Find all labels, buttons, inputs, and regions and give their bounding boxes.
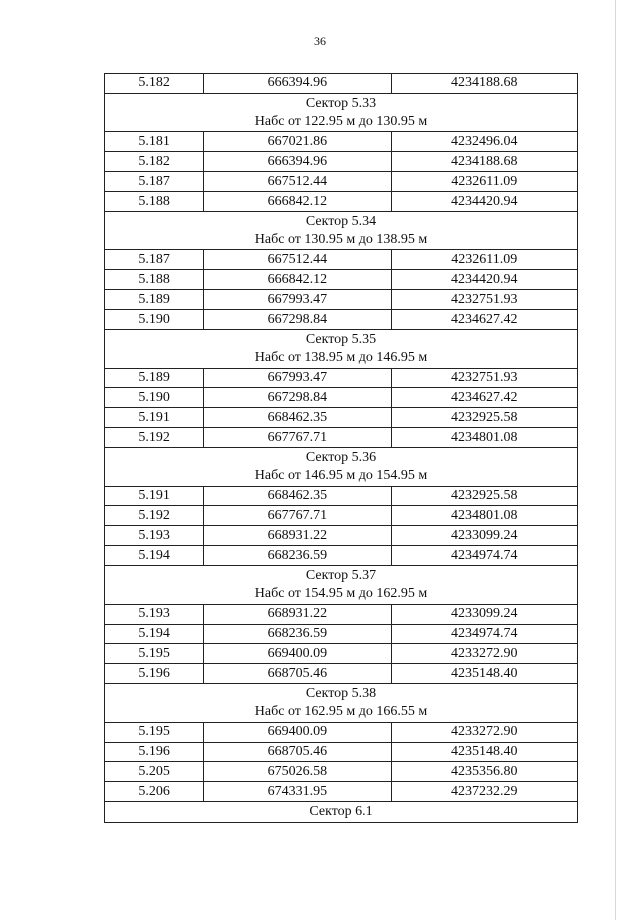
point-number-cell: 5.196 <box>105 742 204 762</box>
y-coordinate-cell: 4233272.90 <box>391 644 577 664</box>
x-coordinate-cell: 667767.71 <box>204 506 391 526</box>
table-row <box>105 624 578 644</box>
y-coordinate-cell: 4232611.09 <box>391 172 577 192</box>
x-coordinate-cell: 669400.09 <box>204 644 391 664</box>
y-coordinate-cell: 4235356.80 <box>391 762 577 782</box>
x-coordinate-cell: 675026.58 <box>204 762 391 782</box>
sector-title: Сектор 5.34 <box>305 213 377 229</box>
sector-header-cell <box>105 448 578 487</box>
table-row <box>105 782 578 802</box>
sector-header-cell <box>105 93 578 132</box>
y-coordinate-cell: 4234974.74 <box>391 546 577 566</box>
sector-header-cell <box>105 211 578 250</box>
table-row <box>105 172 578 192</box>
point-number-cell: 5.195 <box>105 644 204 664</box>
point-number-cell: 5.194 <box>105 624 204 644</box>
point-number-cell: 5.193 <box>105 604 204 624</box>
scan-edge-line <box>615 0 616 920</box>
table-row <box>105 192 578 212</box>
x-coordinate-cell: 668462.35 <box>204 408 391 428</box>
point-number-cell: 5.191 <box>105 408 204 428</box>
y-coordinate-cell: 4237232.29 <box>391 782 577 802</box>
table-row <box>105 722 578 742</box>
sector-title: Сектор 5.36 <box>305 449 377 465</box>
x-coordinate-cell: 669400.09 <box>204 722 391 742</box>
table-row <box>105 644 578 664</box>
x-coordinate-cell: 667767.71 <box>204 428 391 448</box>
sector-elevation-range: Набс от 122.95 м до 130.95 м <box>254 113 428 129</box>
table-row <box>105 742 578 762</box>
point-number-cell: 5.206 <box>105 782 204 802</box>
y-coordinate-cell: 4232925.58 <box>391 408 577 428</box>
table-row <box>105 152 578 172</box>
x-coordinate-cell: 668705.46 <box>204 664 391 684</box>
point-number-cell: 5.190 <box>105 388 204 408</box>
y-coordinate-cell: 4234188.68 <box>391 152 577 172</box>
table-row <box>105 428 578 448</box>
point-number-cell: 5.181 <box>105 132 204 152</box>
y-coordinate-cell: 4234420.94 <box>391 270 577 290</box>
x-coordinate-cell: 667512.44 <box>204 250 391 270</box>
y-coordinate-cell: 4234974.74 <box>391 624 577 644</box>
x-coordinate-cell: 668462.35 <box>204 486 391 506</box>
sector-header-row <box>105 93 578 132</box>
x-coordinate-cell: 674331.95 <box>204 782 391 802</box>
table-row <box>105 762 578 782</box>
table-row <box>105 408 578 428</box>
point-number-cell: 5.195 <box>105 722 204 742</box>
point-number-cell: 5.182 <box>105 74 204 94</box>
point-number-cell: 5.188 <box>105 192 204 212</box>
x-coordinate-cell: 667298.84 <box>204 310 391 330</box>
point-number-cell: 5.188 <box>105 270 204 290</box>
table-row <box>105 250 578 270</box>
y-coordinate-cell: 4232925.58 <box>391 486 577 506</box>
y-coordinate-cell: 4234627.42 <box>391 310 577 330</box>
table-row <box>105 74 578 94</box>
x-coordinate-cell: 668931.22 <box>204 526 391 546</box>
x-coordinate-cell: 667993.47 <box>204 368 391 388</box>
point-number-cell: 5.189 <box>105 368 204 388</box>
sector-title: Сектор 5.33 <box>305 95 377 111</box>
point-number-cell: 5.196 <box>105 664 204 684</box>
point-number-cell: 5.187 <box>105 250 204 270</box>
sector-header-row <box>105 448 578 487</box>
y-coordinate-cell: 4235148.40 <box>391 664 577 684</box>
sector-title: Сектор 5.38 <box>305 685 377 701</box>
y-coordinate-cell: 4233099.24 <box>391 604 577 624</box>
y-coordinate-cell: 4235148.40 <box>391 742 577 762</box>
coordinates-table-body <box>105 74 578 823</box>
x-coordinate-cell: 668931.22 <box>204 604 391 624</box>
y-coordinate-cell: 4234188.68 <box>391 74 577 94</box>
x-coordinate-cell: 666842.12 <box>204 270 391 290</box>
table-row <box>105 546 578 566</box>
sector-header-row <box>105 684 578 723</box>
x-coordinate-cell: 666842.12 <box>204 192 391 212</box>
y-coordinate-cell: 4233272.90 <box>391 722 577 742</box>
table-row <box>105 310 578 330</box>
point-number-cell: 5.205 <box>105 762 204 782</box>
table-row <box>105 506 578 526</box>
point-number-cell: 5.193 <box>105 526 204 546</box>
point-number-cell: 5.187 <box>105 172 204 192</box>
y-coordinate-cell: 4234420.94 <box>391 192 577 212</box>
y-coordinate-cell: 4233099.24 <box>391 526 577 546</box>
sector-elevation-range: Набс от 146.95 м до 154.95 м <box>254 467 428 483</box>
y-coordinate-cell: 4232751.93 <box>391 290 577 310</box>
sector-header-row <box>105 211 578 250</box>
y-coordinate-cell: 4232751.93 <box>391 368 577 388</box>
point-number-cell: 5.192 <box>105 428 204 448</box>
sector-header-cell <box>105 684 578 723</box>
table-row <box>105 132 578 152</box>
x-coordinate-cell: 667021.86 <box>204 132 391 152</box>
y-coordinate-cell: 4232611.09 <box>391 250 577 270</box>
point-number-cell: 5.190 <box>105 310 204 330</box>
sector-title: Сектор 5.37 <box>305 567 377 583</box>
table-row <box>105 664 578 684</box>
point-number-cell: 5.192 <box>105 506 204 526</box>
x-coordinate-cell: 666394.96 <box>204 152 391 172</box>
x-coordinate-cell: 667298.84 <box>204 388 391 408</box>
table-row <box>105 526 578 546</box>
sector-title: Сектор 5.35 <box>305 331 377 347</box>
sector-elevation-range: Набс от 138.95 м до 146.95 м <box>254 349 428 365</box>
x-coordinate-cell: 668236.59 <box>204 624 391 644</box>
table-row <box>105 388 578 408</box>
sector-elevation-range: Набс от 154.95 м до 162.95 м <box>254 585 428 601</box>
sector-header-row <box>105 566 578 605</box>
page-number: 36 <box>314 34 326 48</box>
sector-header-cell <box>105 330 578 369</box>
x-coordinate-cell: 666394.96 <box>204 74 391 94</box>
y-coordinate-cell: 4234801.08 <box>391 428 577 448</box>
sector-header-row <box>105 802 578 823</box>
sector-elevation-range: Набс от 162.95 м до 166.55 м <box>254 703 428 719</box>
point-number-cell: 5.191 <box>105 486 204 506</box>
sector-elevation-range: Набс от 130.95 м до 138.95 м <box>254 231 428 247</box>
x-coordinate-cell: 668705.46 <box>204 742 391 762</box>
x-coordinate-cell: 667512.44 <box>204 172 391 192</box>
y-coordinate-cell: 4234801.08 <box>391 506 577 526</box>
sector-header-cell <box>105 802 578 823</box>
point-number-cell: 5.189 <box>105 290 204 310</box>
x-coordinate-cell: 668236.59 <box>204 546 391 566</box>
y-coordinate-cell: 4234627.42 <box>391 388 577 408</box>
coordinates-table <box>104 73 578 823</box>
table-row <box>105 604 578 624</box>
point-number-cell: 5.182 <box>105 152 204 172</box>
sector-header-cell <box>105 566 578 605</box>
x-coordinate-cell: 667993.47 <box>204 290 391 310</box>
table-row <box>105 486 578 506</box>
table-row <box>105 270 578 290</box>
point-number-cell: 5.194 <box>105 546 204 566</box>
table-row <box>105 290 578 310</box>
sector-title: Сектор 6.1 <box>309 804 373 820</box>
y-coordinate-cell: 4232496.04 <box>391 132 577 152</box>
sector-header-row <box>105 330 578 369</box>
table-row <box>105 368 578 388</box>
